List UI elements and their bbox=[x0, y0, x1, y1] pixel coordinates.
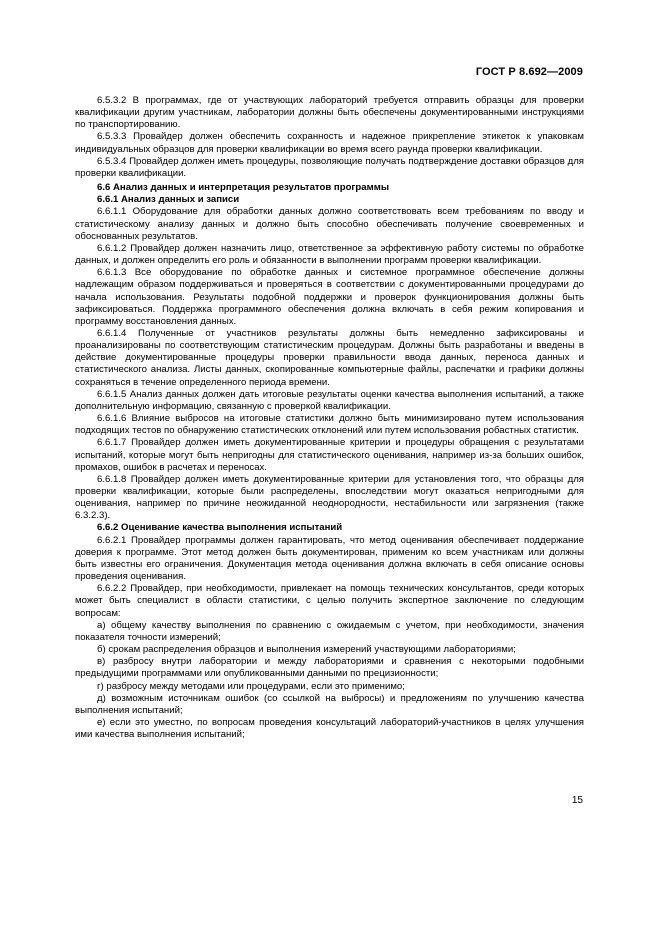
list-item-a: а) общему качеству выполнения по сравнению с ожидаемым с учетом, при необходимости, значения показателя точности измерений; bbox=[75, 619, 584, 643]
paragraph-6-6-1-2: 6.6.1.2 Провайдер должен назначить лицо, ответственное за эффективную работу системы по обработке данных, и должен определить его роль и обязанности в выполнении программ проверки квалификации. bbox=[75, 242, 584, 267]
section-heading-6-6-2: 6.6.2 Оценивание качества выполнения испытаний bbox=[97, 522, 343, 534]
paragraph-6-6-1-3: 6.6.1.3 Все оборудование по обработке данных и системное программное обеспечение должны надлежащим образом поддерживаться и проверяться в соответствии с документированными процедурами до начала использования. Результаты подобной поддержки и проверок функционирования должны быть зафиксироваться. Поддержка программного обеспечения должна включать в себя режим копирования и программу восстановления данных. bbox=[75, 267, 584, 327]
paragraph-6-6-1-1: 6.6.1.1 Оборудование для обработки данных должно соответствовать всем требованиям по вводу и статистическому анализу данных и должно быть способно обеспечивать получение своевременных и обоснованных результатов. bbox=[75, 206, 584, 242]
section-heading-6-6: 6.6 Анализ данных и интерпретация результатов программы bbox=[97, 182, 390, 194]
paragraph-6-6-2-2: 6.6.2.2 Провайдер, при необходимости, привлекает на помощь технических консультантов, среди которых может быть специалист в области статистики, с целью получить экспертное заключение по следующим вопросам: bbox=[75, 583, 584, 619]
paragraph-6-6-1-5: 6.6.1.5 Анализ данных должен дать итоговые результаты оценки качества выполнения испытаний, а также дополнительную информацию, связанную с проверкой квалификации. bbox=[75, 388, 584, 412]
paragraph-6-6-1-4: 6.6.1.4 Полученные от участников результаты должны быть немедленно зафиксированы и проанализированы по соответствующим статистическим процедурам. Должны быть разработаны и введены в действие документированные процедуры проверки правильности ввода данных, переноса данных и статистического анализа. Листы данных, скопированные компьютерные файлы, распечатки и графики должны сохраняться в течение определенного периода времени. bbox=[75, 327, 584, 388]
paragraph-6-5-3-3: 6.5.3.3 Провайдер должен обеспечить сохранность и надежное прикрепление этикеток к упаковкам индивидуальных образцов для проверки квалификации во время всего раунда проверки квалификации. bbox=[75, 131, 584, 155]
paragraph-6-6-1-6: 6.6.1.6 Влияние выбросов на итоговые статистики должно быть минимизировано путем использования подходящих тестов по обнаружению статистических отклонений или путем использования робастных статистик. bbox=[75, 413, 584, 437]
page-number: 15 bbox=[571, 795, 583, 806]
list-item-g: г) разбросу между методами или процедурами, если это применимо; bbox=[97, 680, 405, 692]
list-item-v: в) разбросу внутри лаборатории и между лабораториями и сравнения с некоторыми подобными предыдущими программами или опубликованными данными по прецизионности; bbox=[75, 656, 584, 680]
list-item-e: е) если это уместно, по вопросам проведения консультаций лабораторий-участников в целях улучшения ими качества выполнения испытаний; bbox=[75, 716, 584, 741]
paragraph-6-5-3-4: 6.5.3.4 Провайдер должен иметь процедуры, позволяющие получать подтверждение доставки образцов для проверки квалификации. bbox=[75, 155, 584, 179]
list-item-d: д) возможным источникам ошибок (со ссылкой на выбросы) и предложениям по улучшению качества выполнения испытаний; bbox=[75, 692, 584, 716]
paragraph-6-5-3-2: 6.5.3.2 В программах, где от участвующих лабораторий требуется отправить образцы для проверки квалификации другим участникам, лаборатории должны быть обеспечены документированными инструкциями по транспортированию. bbox=[75, 95, 584, 131]
document-body bbox=[75, 95, 584, 741]
list-item-b: б) срокам распределения образцов и выполнения измерений участвующими лабораториями; bbox=[97, 644, 516, 656]
section-heading-6-6-1: 6.6.1 Анализ данных и записи bbox=[97, 194, 240, 206]
document-number: ГОСТ Р 8.692—2009 bbox=[475, 66, 583, 78]
paragraph-6-6-2-1: 6.6.2.1 Провайдер программы должен гарантировать, что метод оценивания обеспечивает поддержание доверия к программе. Этот метод должен быть документирован, применим ко всем участникам или должны быть известны его ограничения. Документация метода оценивания должна включать в себя описание основы проведения оценивания. bbox=[75, 534, 584, 583]
paragraph-6-6-1-8: 6.6.1.8 Провайдер должен иметь документированные критерии для установления того, что образцы для проверки квалификации, которые были распределены, впоследствии могут оказаться непригодными для оценивания, например по причине неожиданной неоднородности, нестабильности или загрязнения (также 6.3.2.3). bbox=[75, 473, 584, 522]
paragraph-6-6-1-7: 6.6.1.7 Провайдер должен иметь документированные критерии и процедуры обращения с результатами испытаний, которые могут быть непригодны для статистического оценивания, например из-за больших ошибок, промахов, ошибок в расчетах и переносах. bbox=[75, 437, 584, 473]
